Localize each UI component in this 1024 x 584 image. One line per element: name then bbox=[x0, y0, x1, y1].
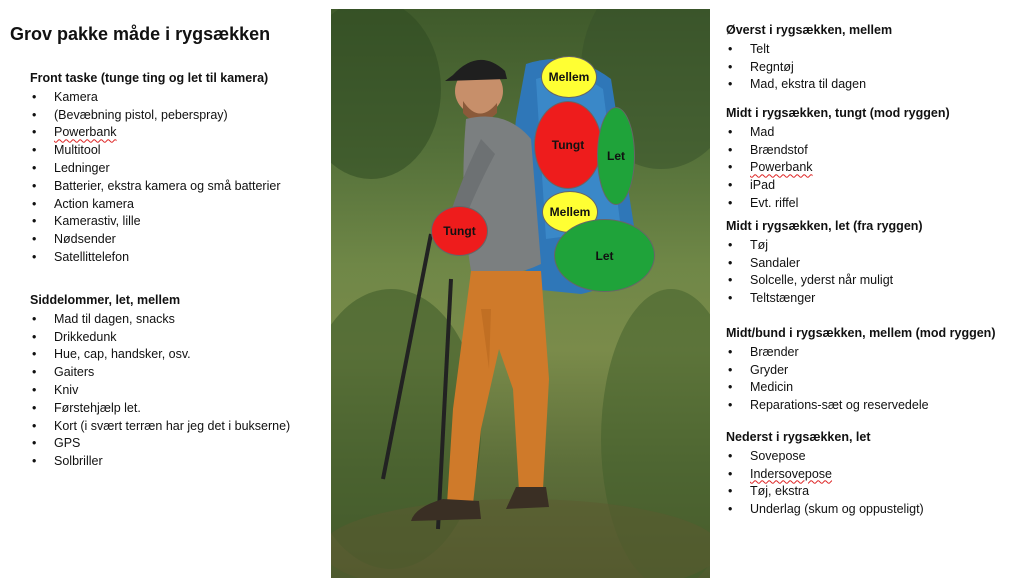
item-list bbox=[726, 344, 995, 415]
list-item: • Kniv bbox=[30, 382, 290, 400]
list-item: • Nødsender bbox=[30, 231, 280, 249]
item-list bbox=[726, 448, 924, 519]
list-item: • GPS bbox=[30, 435, 290, 453]
zone-mid-let: Let bbox=[597, 107, 635, 205]
list-item: • Solbriller bbox=[30, 453, 290, 471]
section-middle-heavy bbox=[726, 105, 950, 213]
section-heading: Midt i rygsækken, let (fra ryggen) bbox=[726, 219, 923, 233]
list-item: • Powerbank bbox=[30, 124, 280, 142]
list-item: • Hue, cap, handsker, osv. bbox=[30, 346, 290, 364]
zone-lower-mellem: Mellem bbox=[542, 191, 598, 233]
section-heading: Midt i rygsækken, tungt (mod ryggen) bbox=[726, 106, 950, 120]
list-item: • Teltstænger bbox=[726, 290, 923, 308]
list-item: • Powerbank bbox=[726, 159, 950, 177]
list-item: • Solcelle, yderst når muligt bbox=[726, 272, 923, 290]
zone-top-mellem: Mellem bbox=[541, 56, 597, 98]
list-item: • Kort (i svært terræn har jeg det i bukserne) bbox=[30, 418, 290, 436]
list-item: • Medicin bbox=[726, 379, 995, 397]
hiker-photo bbox=[331, 9, 710, 578]
list-item: • Førstehjælp let. bbox=[30, 400, 290, 418]
section-top-of-pack bbox=[726, 22, 892, 94]
section-front-bag bbox=[30, 70, 280, 267]
list-item: • Sovepose bbox=[726, 448, 924, 466]
list-item: • Sandaler bbox=[726, 255, 923, 273]
list-item: • Mad, ekstra til dagen bbox=[726, 76, 892, 94]
list-item: • Underlag (skum og oppusteligt) bbox=[726, 501, 924, 519]
list-item: • Mad til dagen, snacks bbox=[30, 311, 290, 329]
zone-front-tungt: Tungt bbox=[431, 206, 488, 256]
section-bottom-of-pack bbox=[726, 429, 924, 519]
list-item: • Evt. riffel bbox=[726, 195, 950, 213]
item-list bbox=[726, 41, 892, 94]
item-list bbox=[726, 124, 950, 213]
list-item: • Kamerastiv, lille bbox=[30, 213, 280, 231]
list-item: • Batterier, ekstra kamera og små batterier bbox=[30, 178, 280, 196]
section-middle-bottom bbox=[726, 325, 995, 415]
list-item: • Kamera bbox=[30, 89, 280, 107]
list-item: • Ledninger bbox=[30, 160, 280, 178]
list-item: • Reparations-sæt og reservedele bbox=[726, 397, 995, 415]
list-item: • Brænder bbox=[726, 344, 995, 362]
list-item: • Indersovepose bbox=[726, 466, 924, 484]
list-item: • Tøj bbox=[726, 237, 923, 255]
section-heading: Front taske (tunge ting og let til kamera) bbox=[30, 71, 269, 85]
section-heading: Siddelommer, let, mellem bbox=[30, 293, 181, 307]
item-list bbox=[30, 311, 290, 471]
section-heading: Nederst i rygsækken, let bbox=[726, 430, 871, 444]
list-item: • Satellittelefon bbox=[30, 249, 280, 267]
page-title: Grov pakke måde i rygsækken bbox=[10, 24, 271, 44]
list-item: • Gryder bbox=[726, 362, 995, 380]
list-item: • Telt bbox=[726, 41, 892, 59]
hiker-illustration bbox=[331, 9, 710, 578]
section-middle-light bbox=[726, 218, 923, 308]
list-item: • Action kamera bbox=[30, 196, 280, 214]
section-side-pockets bbox=[30, 292, 290, 471]
list-item: • iPad bbox=[726, 177, 950, 195]
section-heading: Øverst i rygsækken, mellem bbox=[726, 23, 893, 37]
item-list bbox=[726, 237, 923, 308]
list-item: • Regntøj bbox=[726, 59, 892, 77]
item-list bbox=[30, 89, 280, 267]
list-item: • Multitool bbox=[30, 142, 280, 160]
list-item: • Gaiters bbox=[30, 364, 290, 382]
section-heading: Midt/bund i rygsækken, mellem (mod ryggen) bbox=[726, 326, 996, 340]
zone-bottom-let: Let bbox=[554, 219, 655, 292]
list-item: • (Bevæbning pistol, peberspray) bbox=[30, 107, 280, 125]
zone-mid-tungt: Tungt bbox=[534, 101, 602, 189]
list-item: • Brændstof bbox=[726, 142, 950, 160]
list-item: • Mad bbox=[726, 124, 950, 142]
list-item: • Tøj, ekstra bbox=[726, 483, 924, 501]
list-item: • Drikkedunk bbox=[30, 329, 290, 347]
